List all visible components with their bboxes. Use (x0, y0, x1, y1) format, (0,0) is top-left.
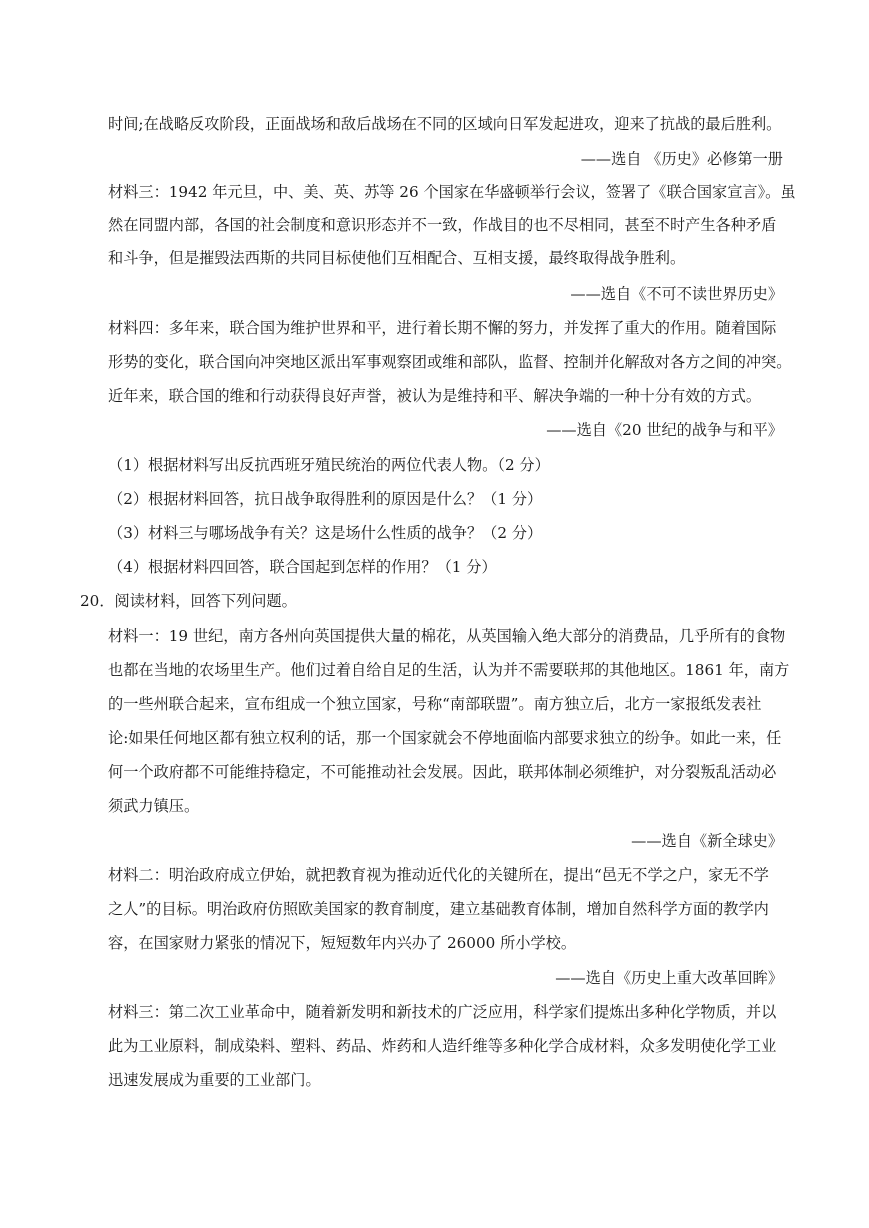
question-item: （4）根据材料四回答，联合国起到怎样的作用？（1 分） (108, 558, 497, 576)
material-20-1-line: 也都在当地的农场里生产。他们过着自给自足的生活，认为并不需要联邦的其他地区。1861 年，南方 (108, 661, 790, 679)
paragraph-line: 时间;在战略反攻阶段，正面战场和敌后战场在不同的区域向日军发起进攻，迎来了抗战的最后胜利。 (108, 115, 782, 133)
material-20-1-line: 何一个政府都不可能维持稳定，不可能推动社会发展。因此，联邦体制必须维护，对分裂叛乱活动必 (108, 763, 777, 781)
source-citation: ——选自《历史上重大改革回眸》 (555, 969, 783, 987)
material-4-line: 形势的变化，联合国向冲突地区派出军事观察团或维和部队，监督、控制并化解敌对各方之间的冲突。 (108, 353, 792, 371)
question-item: （3）材料三与哪场战争有关？这是场什么性质的战争？（2 分） (108, 524, 543, 542)
source-citation: ——选自 《历史》必修第一册 (580, 150, 783, 168)
material-20-2-line: 容，在国家财力紧张的情况下，短短数年内兴办了 26000 所小学校。 (108, 934, 577, 952)
material-20-2-line: 材料二：明治政府成立伊始，就把教育视为推动近代化的关键所在，提出“邑无不学之户，家无不学 (108, 866, 769, 884)
material-20-1-line: 须武力镇压。 (108, 797, 200, 815)
material-20-2-line: 之人”的目标。明治政府仿照欧美国家的教育制度，建立基础教育体制，增加自然科学方面的教学内 (108, 900, 769, 918)
source-citation: ——选自《新全球史》 (631, 832, 783, 850)
material-20-1-line: 材料一：19 世纪，南方各州向英国提供大量的棉花，从英国输入绝大部分的消费品，几乎所有的食物 (108, 627, 786, 645)
material-20-3-line: 此为工业原料，制成染料、塑料、药品、炸药和人造纤维等多种化学合成材料，众多发明使化学工业 (108, 1037, 777, 1055)
material-3-line: 材料三：1942 年元旦，中、美、英、苏等 26 个国家在华盛顿举行会议，签署了《联合国家宣言》。虽 (108, 183, 796, 201)
material-3-line: 然在同盟内部，各国的社会制度和意识形态并不一致，作战目的也不尽相同，甚至不时产生各种矛盾 (108, 216, 777, 234)
source-citation: ——选自《20 世纪的战争与和平》 (546, 421, 783, 439)
material-20-3-line: 材料三：第二次工业革命中，随着新发明和新技术的广泛应用，科学家们提炼出多种化学物质，并以 (108, 1003, 777, 1021)
question-item: （1）根据材料写出反抗西班牙殖民统治的两位代表人物。（2 分） (108, 456, 550, 474)
question-item: （2）根据材料回答，抗日战争取得胜利的原因是什么？（1 分） (108, 490, 543, 508)
material-4-line: 材料四：多年来，联合国为维护世界和平，进行着长期不懈的努力，并发挥了重大的作用。随着国际 (108, 319, 777, 337)
material-20-1-line: 的一些州联合起来，宣布组成一个独立国家，号称“南部联盟”。南方独立后，北方一家报纸发表社 (108, 695, 762, 713)
material-3-line: 和斗争，但是摧毁法西斯的共同目标使他们互相配合、互相支援，最终取得战争胜利。 (108, 249, 686, 267)
material-20-1-line: 论:如果任何地区都有独立权利的话，那一个国家就会不停地面临内部要求独立的纷争。如此一来，任 (108, 729, 782, 747)
material-4-line: 近年来，联合国的维和行动获得良好声誉，被认为是维持和平、解决争端的一种十分有效的方式。 (108, 387, 762, 405)
material-20-3-line: 迅速发展成为重要的工业部门。 (108, 1071, 321, 1089)
source-citation: ——选自《不可不读世界历史》 (570, 285, 783, 303)
question-20-heading: 20．阅读材料，回答下列问题。 (80, 592, 297, 610)
